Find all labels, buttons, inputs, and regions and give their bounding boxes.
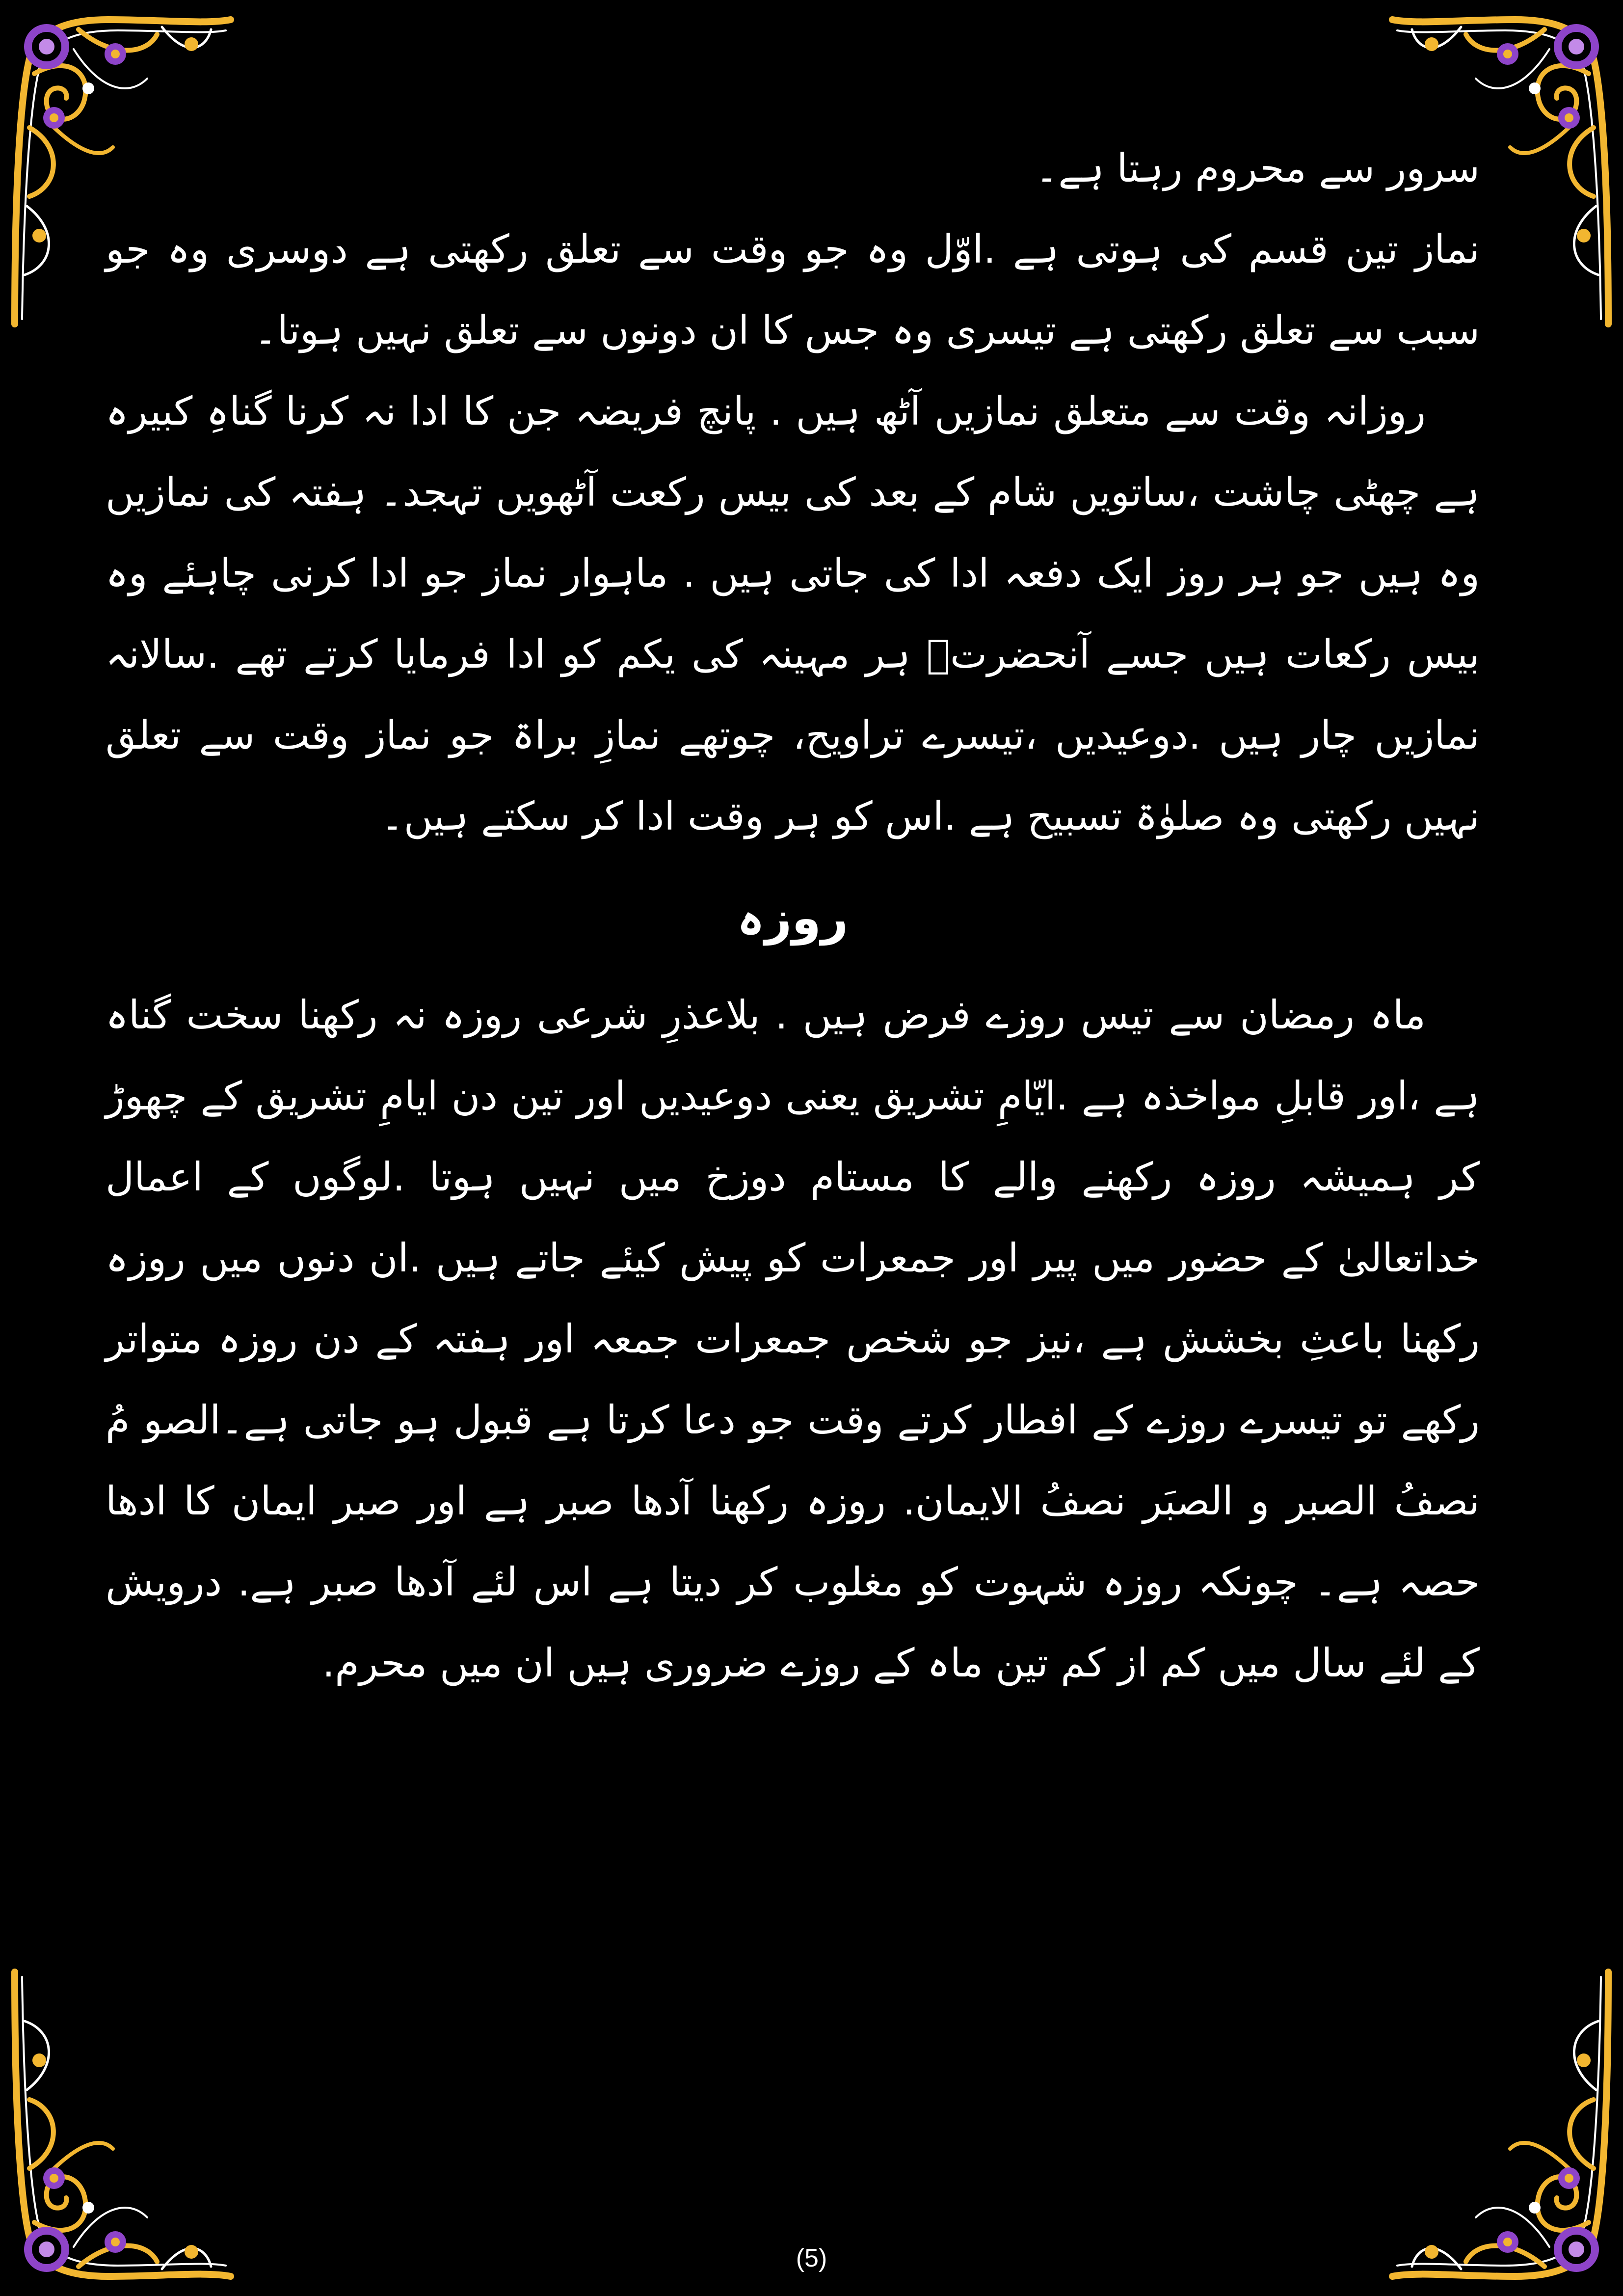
paragraph-types-of-prayer: نماز تین قسم کی ہوتی ہے .اوّل وہ جو وقت سے تعلق رکھتی ہے دوسری وہ جو سبب سے تعلق رکھتی ہے تیسری وہ جس کا ان دونوں سے تعلق نہیں ہوتا۔: [106, 226, 1480, 353]
paragraph-daily-prayers: روزانہ وقت سے متعلق نمازیں آٹھ ہیں . پانچ فریضہ جن کا ادا نہ کرنا گناہِ کبیرہ ہے چھٹی چاشت ،ساتویں شام کے بعد کی بیس رکعت آٹھویں تہجد۔ ہفتہ کی نمازیں وہ ہیں جو ہر روز ایک دفعہ ادا کی جاتی ہیں . ماہوار نماز جو ادا کرنی چاہئے وہ بیس رکعات ہیں جسے آنحضرتؐ ہر مہینہ کی یکم کو ادا فرمایا کرتے تھے .سالانہ نمازیں چار ہیں .دوعیدیں ،تیسرے تراویح، چوتھے نمازِ براۃ جو نماز وقت سے تعلق نہیں رکھتی وہ صلوٰۃ تسبیح ہے .اس کو ہر وقت ادا کر سکتے ہیں۔: [106, 388, 1480, 839]
paragraph-fasting: ماہ رمضان سے تیس روزے فرض ہیں . بلاعذرِ شرعی روزہ نہ رکھنا سخت گناہ ہے ،اور قابلِ مواخذہ ہے .ایّامِ تشریق یعنی دوعیدیں اور تین دن ایامِ تشریق کے چھوڑ کر ہمیشہ روزہ رکھنے والے کا مستام دوزخ میں نہیں ہوتا .لوگوں کے اعمال خداتعالیٰ کے حضور میں پیر اور جمعرات کو پیش کیئے جاتے ہیں .ان دنوں میں روزہ رکھنا باعثِ بخشش ہے ،نیز جو شخص جمعرات جمعہ اور ہفتہ کے دن روزہ متواتر رکھے تو تیسرے روزے کے افطار کرتے وقت جو دعا کرتا ہے قبول ہو جاتی ہے۔الصو مُ نصفُ الصبر و الصبَر نصفُ الایمان. روزہ رکھنا آدھا صبر ہے اور صبر ایمان کا ادھا حصہ ہے۔ چونکہ روزہ شہوت کو مغلوب کر دیتا ہے اس لئے آدھا صبر ہے. درویش کے لئے سال میں کم از کم تین ماہ کے روزے ضروری ہیں ان میں محرم.: [106, 992, 1480, 1686]
paragraph-closing-sentence: سرور سے محروم رہتا ہے۔: [1035, 145, 1480, 191]
page-body: [106, 128, 1480, 2091]
page-number: (5): [796, 2244, 827, 2272]
section-heading-roza: روزہ: [737, 891, 849, 945]
